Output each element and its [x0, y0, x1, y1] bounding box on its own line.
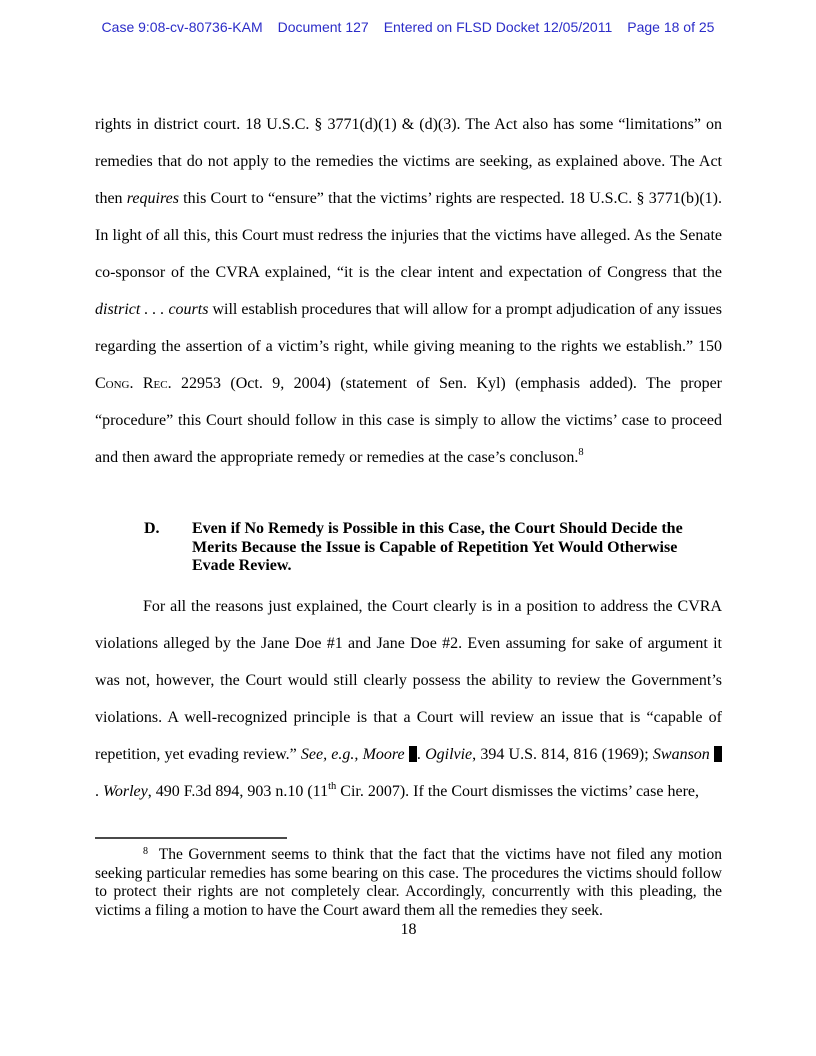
heading-line: Evade Review. [192, 557, 292, 575]
text-run: rights in district court. 18 U.S.C. § 3771(d)(1) & (d)(3). The Act also has some “limitations” on remedies that do not apply to the remedies the victims are seeking, as explained above. The Act then [95, 116, 722, 207]
text-run: Cir. 2007). If the Court dismisses the victims’ case here, [336, 783, 700, 800]
missing-glyph-box [409, 746, 417, 762]
text-run: For all the reasons just explained, the Court clearly is in a position to address the CVRA violations alleged by the Jane Doe #1 and Jane Doe #2. Even assuming for sake of argument it was not, however, the Court would still clearly possess the ability to review the Government’s violations. A well-recognized principle is that a Court will review an issue that is “capable of repetition, yet evading review.” [95, 598, 722, 763]
case-header [0, 19, 816, 35]
text-run: , 490 F.3d 894, 903 n.10 (11 [147, 783, 329, 800]
docket-entry-stamp: Entered on FLSD Docket 12/05/2011 [383, 19, 613, 35]
text-run: Cong. Rec. [95, 375, 172, 392]
page-indicator: Page 18 of 25 [627, 19, 715, 35]
case-number: Case 9:08-cv-80736-KAM [101, 19, 263, 35]
section-heading-text [192, 520, 717, 576]
missing-glyph-box [714, 746, 722, 762]
text-run: , 394 U.S. 814, 816 (1969); [472, 746, 653, 763]
section-letter: D. [144, 520, 160, 537]
text-run: . [416, 746, 426, 763]
footnote-separator [95, 837, 287, 839]
footnote-8 [95, 846, 722, 920]
text-run: 8 [578, 447, 584, 458]
text-run: Worley [103, 783, 148, 800]
body-paragraph-1 [95, 106, 722, 476]
document-number: Document 127 [277, 19, 369, 35]
text-run: Ogilvie [425, 746, 473, 763]
text-run: this Court to “ensure” that the victims’ rights are respected. 18 U.S.C. § 3771(b)(1). In light of all this, this Court must redress the injuries that the victims have alleged. As the Senate co-sponsor of the CVRA explained, “it is the clear intent and expectation of Congress that the [95, 190, 723, 281]
heading-line: Merits Because the Issue is Capable of Repetition Yet Would Otherwise [192, 538, 678, 556]
text-run: The Government seems to think that the fact that the victims have not filed any motion seeking particular remedies has some bearing on this case. The procedures the victims should follow to protect their rights are not completely clear. Accordingly, concurrently with this pleading, the victims a filing a motion to have the Court award them all the remedies they seek. [95, 846, 722, 919]
footnote-area [95, 837, 722, 939]
text-run: . [95, 783, 103, 800]
text-run: 22953 (Oct. 9, 2004) (statement of Sen. Kyl) (emphasis added). The proper “procedure” this Court should follow in this case is simply to allow the victims’ case to proceed and then award the appropriate remedy or remedies at the case’s concluson. [95, 375, 723, 466]
section-heading-d [144, 520, 717, 576]
text-run: requires [126, 190, 179, 207]
text-run: th [328, 781, 337, 792]
text-run: will establish procedures that will allow for a prompt adjudication of any issues regarding the assertion of a victim’s right, while giving meaning to the rights we establish.” 150 [95, 301, 723, 355]
text-run: district . . . courts [95, 301, 209, 318]
body-paragraph-2 [95, 588, 722, 810]
text-run: 8 [143, 846, 148, 857]
page-number: 18 [400, 921, 417, 939]
text-run: See, e.g., Moore [300, 746, 405, 763]
heading-line: Even if No Remedy is Possible in this Case, the Court Should Decide the [192, 520, 683, 537]
text-run: Swanson [652, 746, 710, 763]
